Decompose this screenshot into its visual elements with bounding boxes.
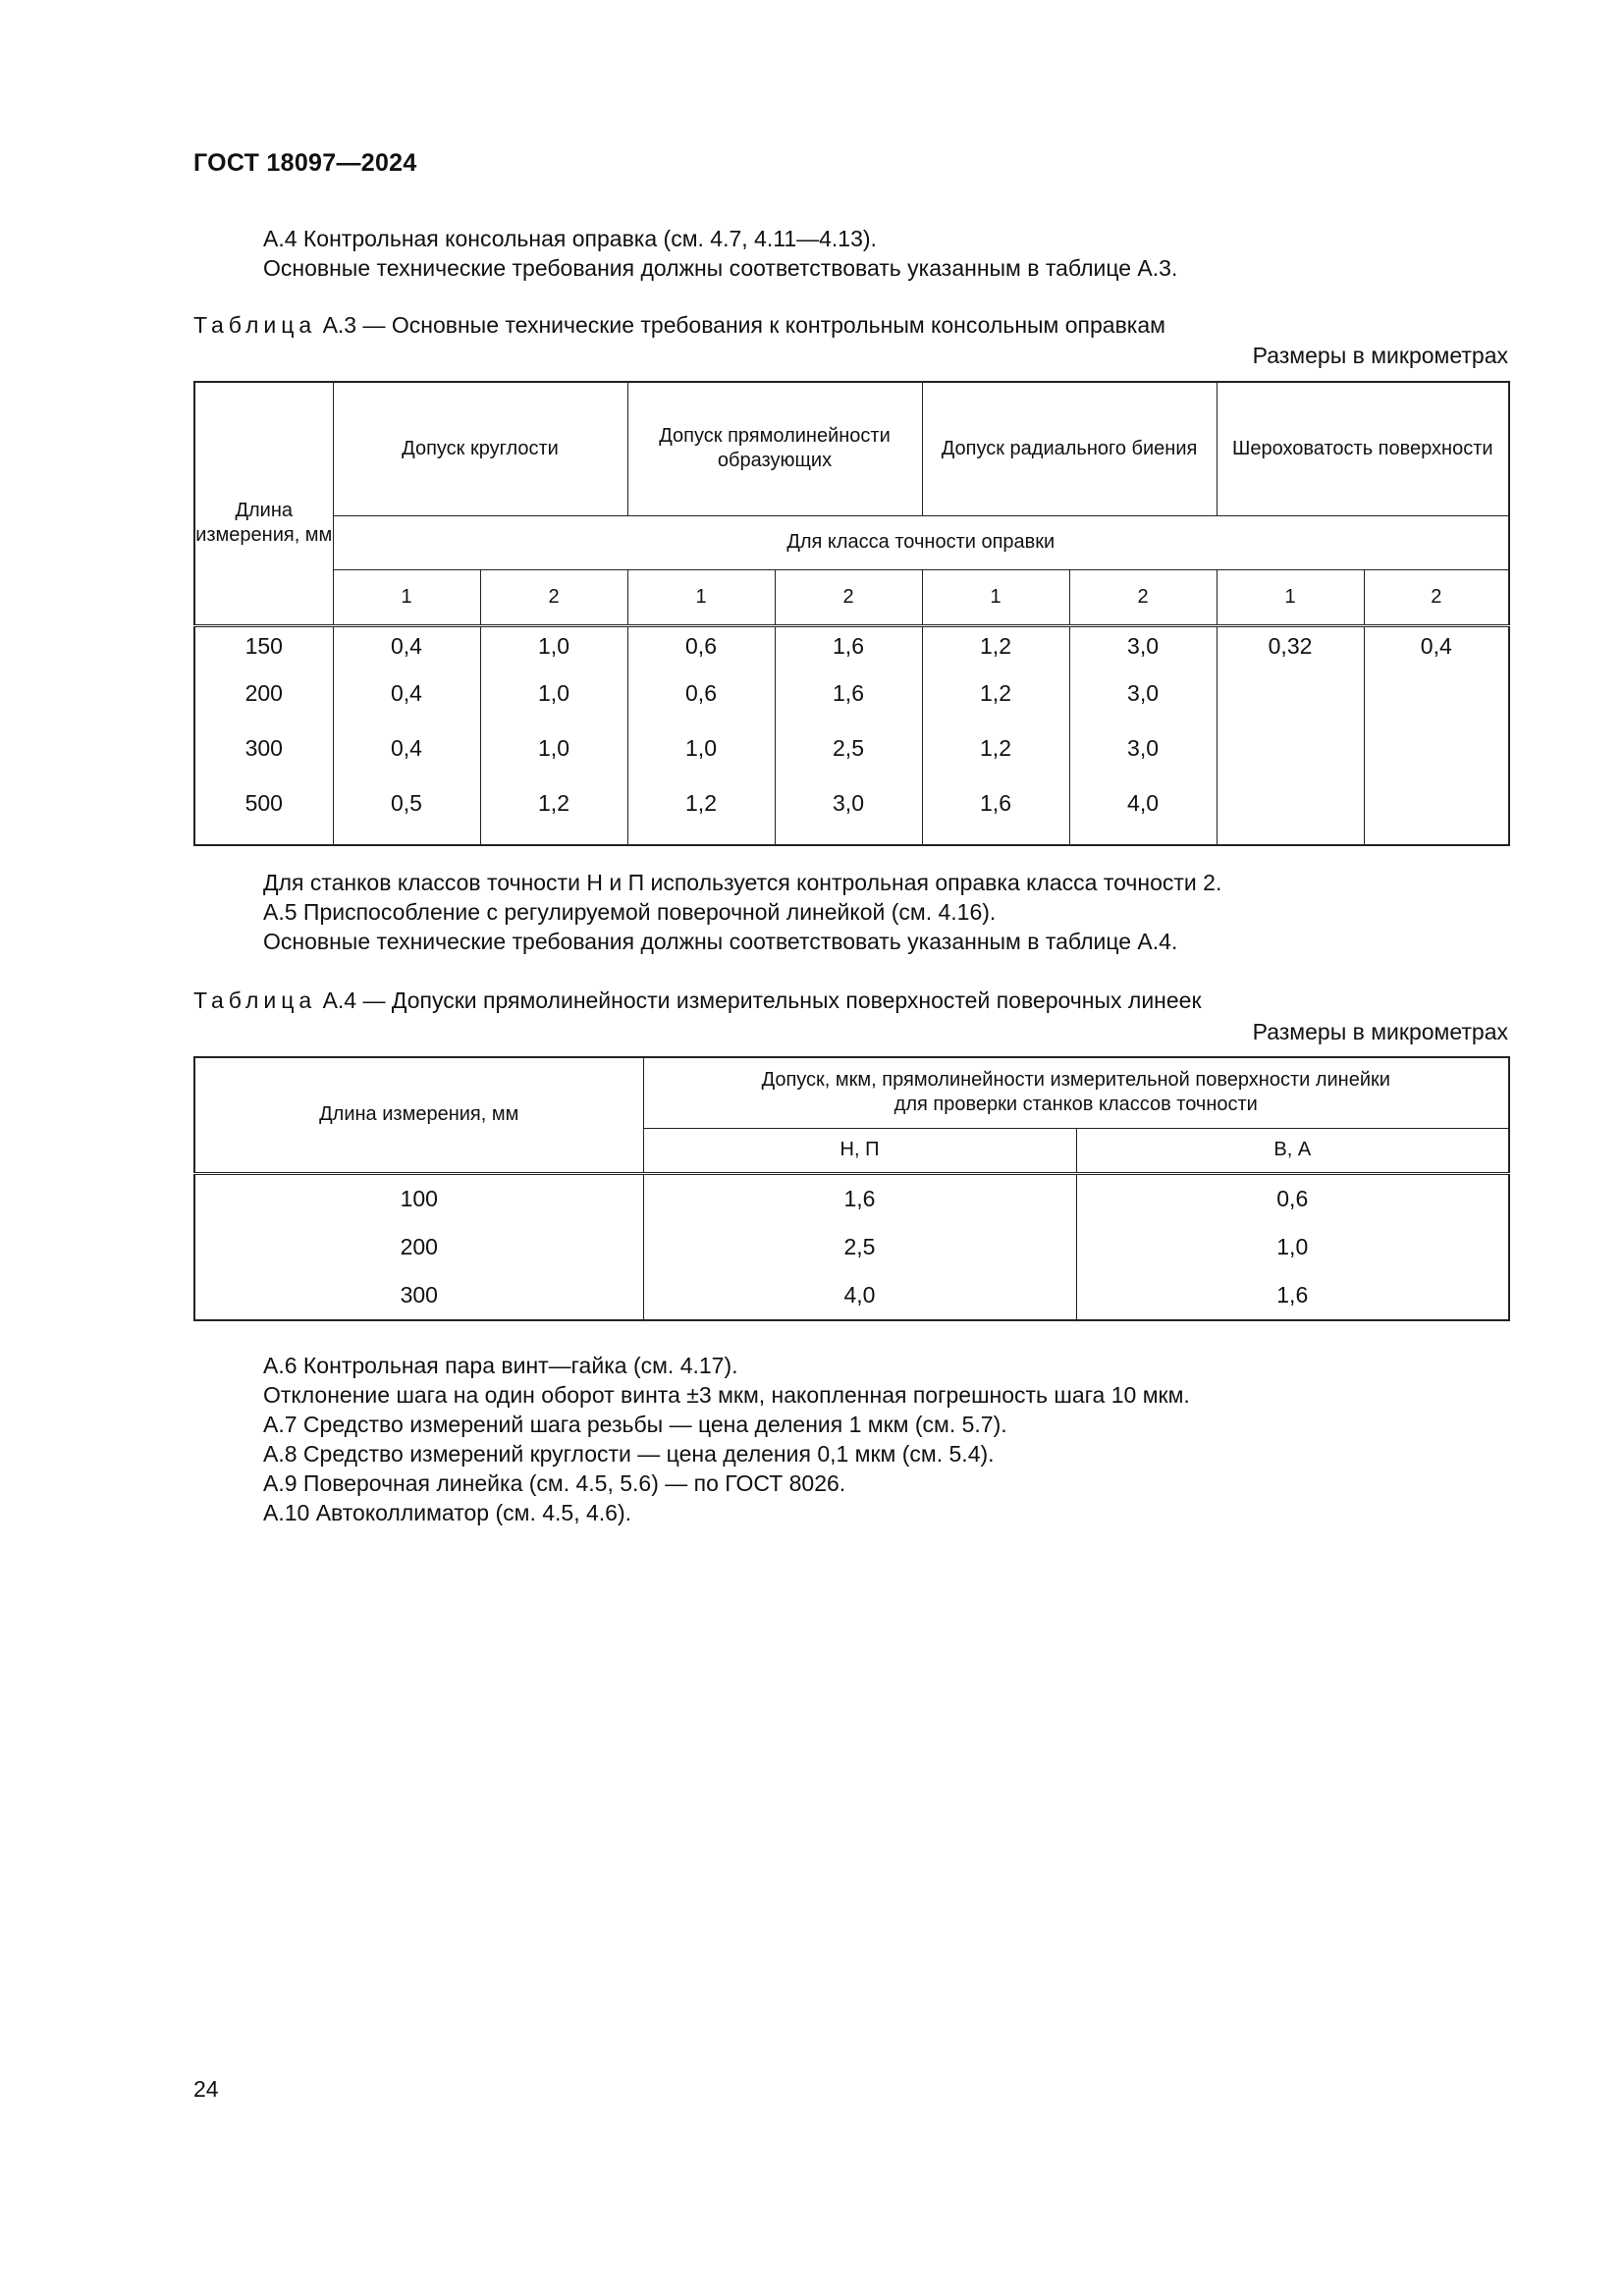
- clause-a5: А.5 Приспособление с регулируемой поверочной линейкой (см. 4.16).: [263, 899, 997, 925]
- value-cell: 3,0: [775, 790, 922, 845]
- header-straightness: Допуск прямолинейности образующих: [627, 382, 922, 515]
- table-row: [194, 680, 1509, 735]
- value-cell: 0,5: [333, 790, 480, 845]
- value-cell: 0,4: [333, 680, 480, 735]
- value-cell: 1,0: [627, 735, 775, 790]
- header-length: Длина измерения, мм: [194, 382, 333, 625]
- value-cell: 1,6: [922, 790, 1069, 845]
- value-cell: 0,4: [1364, 625, 1509, 680]
- table-a4-caption-word: Таблица: [193, 988, 317, 1013]
- value-cell: [1364, 735, 1509, 790]
- value-cell: 2,5: [775, 735, 922, 790]
- value-cell: [1217, 790, 1364, 845]
- value-cell: 1,0: [480, 680, 627, 735]
- clause-a6: А.6 Контрольная пара винт—гайка (см. 4.17).: [263, 1353, 738, 1378]
- class-cell: 2: [1364, 569, 1509, 625]
- value-cell: 0,32: [1217, 625, 1364, 680]
- table-row: [194, 735, 1509, 790]
- value-cell: 3,0: [1069, 625, 1217, 680]
- value-cell: 0,6: [627, 680, 775, 735]
- value-cell: 1,6: [1076, 1271, 1509, 1320]
- length-cell: 150: [194, 625, 333, 680]
- class-cell: 2: [775, 569, 922, 625]
- value-cell: 1,2: [922, 625, 1069, 680]
- header-roundness: Допуск круглости: [333, 382, 627, 515]
- clause-a6-text: Отклонение шага на один оборот винта ±3 мкм, накопленная погрешность шага 10 мкм.: [263, 1382, 1190, 1408]
- value-cell: 1,2: [480, 790, 627, 845]
- page-number: 24: [193, 2076, 219, 2102]
- table-a3: [193, 381, 1510, 846]
- table-a3-caption: [193, 310, 1165, 340]
- value-cell: 3,0: [1069, 735, 1217, 790]
- value-cell: 1,6: [775, 625, 922, 680]
- clause-a10: А.10 Автоколлиматор (см. 4.5, 4.6).: [263, 1500, 631, 1525]
- table-a3-units: Размеры в микрометрах: [1252, 343, 1508, 368]
- clause-a4: А.4 Контрольная консольная оправка (см. 4.7, 4.11—4.13).: [263, 226, 877, 251]
- value-cell: 4,0: [643, 1271, 1076, 1320]
- document-header: ГОСТ 18097—2024: [193, 149, 417, 177]
- table-a4-caption-text: А.4 — Допуски прямолинейности измерительных поверхностей поверочных линеек: [316, 988, 1202, 1013]
- value-cell: 0,6: [1076, 1173, 1509, 1223]
- header-roughness: Шероховатость поверхности: [1217, 382, 1509, 515]
- value-cell: 0,4: [333, 625, 480, 680]
- header-runout: Допуск радиального биения: [922, 382, 1217, 515]
- note-classes: Для станков классов точности Н и П используется контрольная оправка класса точности 2.: [263, 870, 1222, 895]
- clause-a8: А.8 Средство измерений круглости — цена деления 0,1 мкм (см. 5.4).: [263, 1441, 995, 1467]
- table-row: [194, 1271, 1509, 1320]
- class-cell: 2: [1069, 569, 1217, 625]
- value-cell: 0,6: [627, 625, 775, 680]
- value-cell: 0,4: [333, 735, 480, 790]
- value-cell: 1,0: [1076, 1223, 1509, 1271]
- value-cell: 1,0: [480, 735, 627, 790]
- value-cell: [1364, 790, 1509, 845]
- clause-a4-text: Основные технические требования должны соответствовать указанным в таблице А.3.: [263, 255, 1178, 281]
- length-cell: 300: [194, 1271, 643, 1320]
- value-cell: 1,2: [627, 790, 775, 845]
- table-a4: [193, 1056, 1510, 1321]
- value-cell: 1,2: [922, 680, 1069, 735]
- header-class-label: Для класса точности оправки: [333, 515, 1509, 569]
- value-cell: 4,0: [1069, 790, 1217, 845]
- class-cell: 2: [480, 569, 627, 625]
- value-cell: 1,2: [922, 735, 1069, 790]
- table-a4-units: Размеры в микрометрах: [1252, 1019, 1508, 1044]
- class-cell: 1: [1217, 569, 1364, 625]
- value-cell: 1,6: [643, 1173, 1076, 1223]
- table-a3-caption-word: Таблица: [193, 312, 317, 338]
- length-cell: 200: [194, 1223, 643, 1271]
- value-cell: 2,5: [643, 1223, 1076, 1271]
- clause-a5-text: Основные технические требования должны соответствовать указанным в таблице А.4.: [263, 929, 1178, 954]
- clause-a9: А.9 Поверочная линейка (см. 4.5, 5.6) — по ГОСТ 8026.: [263, 1470, 846, 1496]
- table-a4-caption: [193, 986, 1202, 1015]
- header-length: Длина измерения, мм: [194, 1057, 643, 1173]
- clause-a7: А.7 Средство измерений шага резьбы — цена деления 1 мкм (см. 5.7).: [263, 1412, 1007, 1437]
- table-row: [194, 790, 1509, 845]
- header-tolerance-line1: Допуск, мкм, прямолинейности измерительной поверхности линейки: [761, 1069, 1390, 1092]
- table-row: [194, 625, 1509, 680]
- class-cell: Н, П: [643, 1128, 1076, 1173]
- value-cell: 1,0: [480, 625, 627, 680]
- table-row: [194, 1223, 1509, 1271]
- value-cell: [1364, 680, 1509, 735]
- length-cell: 500: [194, 790, 333, 845]
- class-cell: 1: [627, 569, 775, 625]
- value-cell: [1217, 735, 1364, 790]
- table-row: [194, 1173, 1509, 1223]
- table-a3-caption-text: А.3 — Основные технические требования к контрольным консольным оправкам: [316, 312, 1165, 338]
- class-cell: 1: [922, 569, 1069, 625]
- value-cell: 3,0: [1069, 680, 1217, 735]
- length-cell: 100: [194, 1173, 643, 1223]
- header-tolerance-line2: для проверки станков классов точности: [893, 1094, 1258, 1116]
- class-cell: 1: [333, 569, 480, 625]
- length-cell: 200: [194, 680, 333, 735]
- value-cell: [1217, 680, 1364, 735]
- class-cell: В, А: [1076, 1128, 1509, 1173]
- length-cell: 300: [194, 735, 333, 790]
- value-cell: 1,6: [775, 680, 922, 735]
- header-tolerance: [643, 1057, 1509, 1128]
